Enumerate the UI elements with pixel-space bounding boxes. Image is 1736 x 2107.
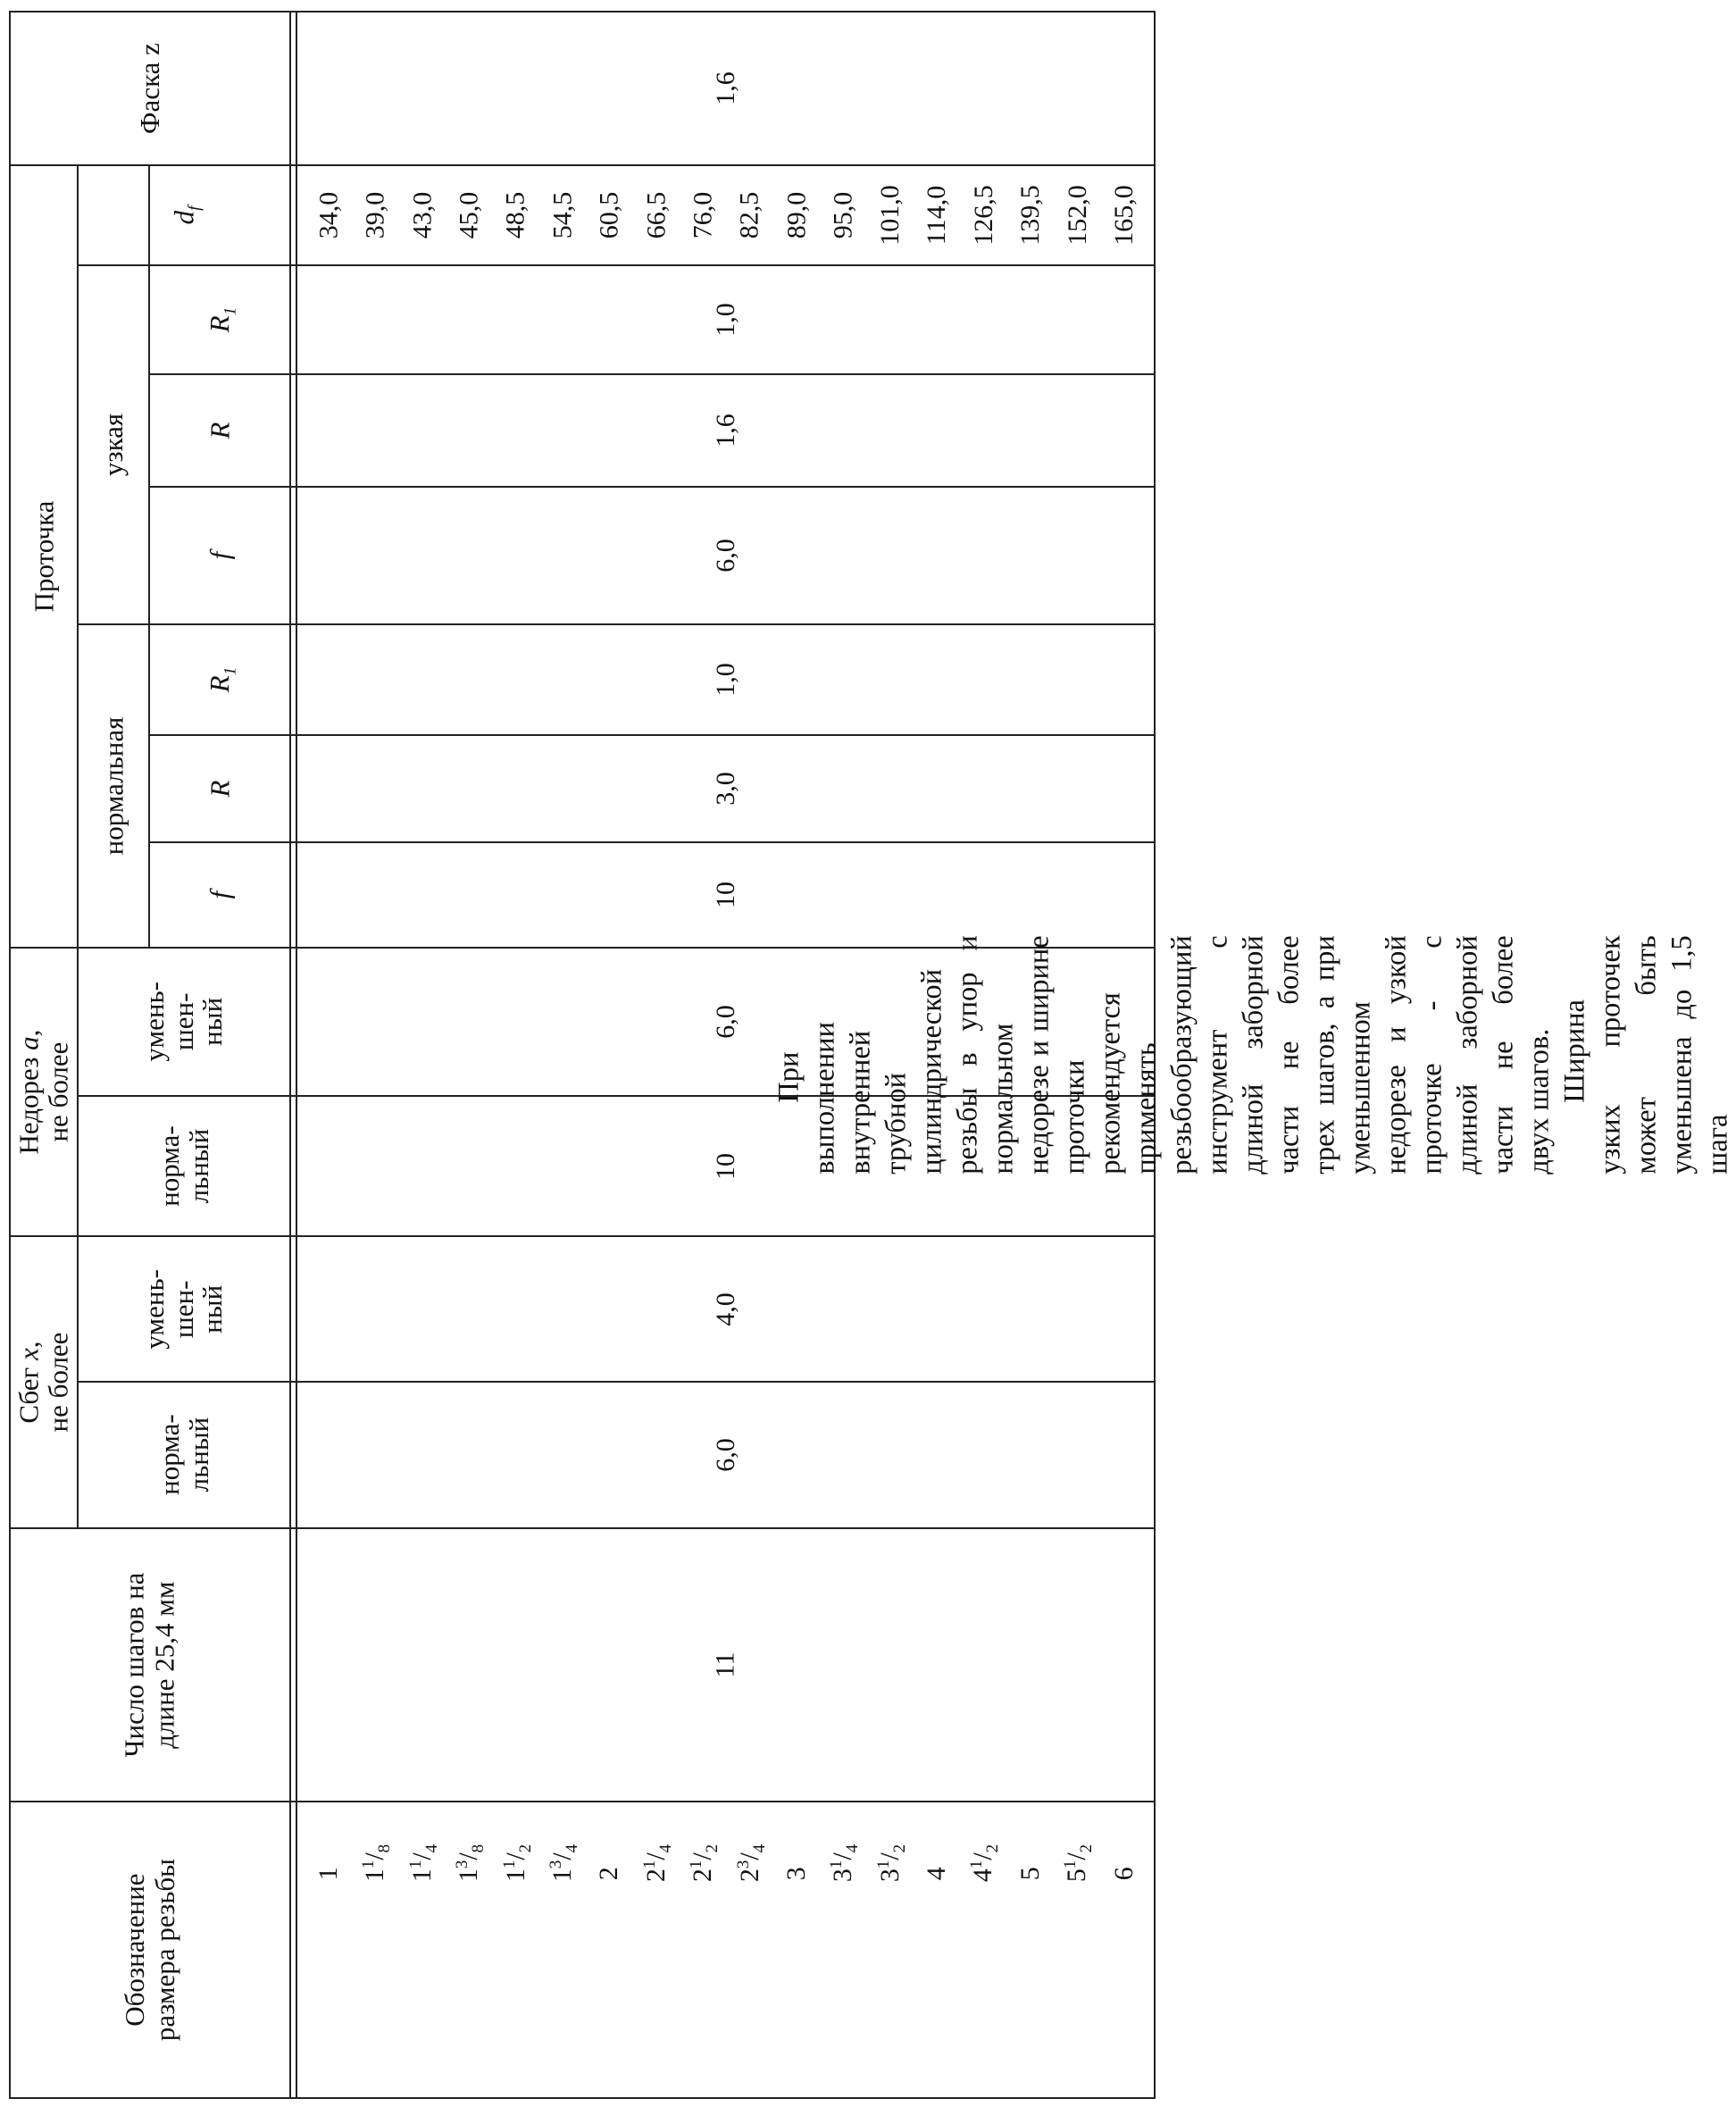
size-designation: $2^3/_4$ [733, 1844, 769, 1883]
df-value: 76,0 [688, 191, 718, 239]
value-narrow-f: 6,0 [710, 539, 740, 573]
header-narrow-f: f [204, 551, 235, 560]
value-narrow-R1: 1,0 [710, 303, 740, 337]
header-runout-normal: норма- льный [153, 1414, 213, 1496]
size-designation: 2 [594, 1867, 624, 1881]
df-value: 89,0 [781, 191, 812, 239]
header-chamfer: Фаска z [134, 43, 165, 134]
note-2: Ширина узких проточек может быть уменьшена до 1,5 шага [1559, 935, 1734, 1175]
header-normal-R1: $R_1$ [204, 666, 240, 693]
df-value: 139,5 [1015, 185, 1046, 246]
header-undercut-reduced: умень- шен- ный [138, 982, 229, 1062]
header-groove-narrow: узкая [96, 413, 129, 477]
df-value: 82,5 [734, 191, 764, 239]
df-value: 152,0 [1062, 185, 1092, 246]
header-df: $d_f$ [168, 205, 204, 225]
size-designation: 5 [1015, 1867, 1046, 1881]
size-designation: $1^3/_8$ [453, 1844, 488, 1883]
value-undercut-reduced: 6,0 [710, 1005, 740, 1039]
frame-bottom [9, 2097, 1156, 2099]
df-value: 66,5 [640, 191, 671, 239]
header-body-line-1 [289, 11, 291, 2099]
value-runout-normal: 6,0 [710, 1438, 740, 1472]
value-normal-R1: 1,0 [710, 663, 740, 697]
df-value: 95,0 [828, 191, 858, 239]
size-designation: 6 [1108, 1867, 1139, 1881]
value-undercut-normal: 10 [710, 1152, 740, 1180]
df-value: 43,0 [406, 191, 437, 239]
size-designation: $1^1/_4$ [405, 1844, 441, 1883]
df-value: 126,5 [968, 185, 998, 246]
header-narrow-R1: $R_1$ [204, 306, 240, 333]
df-value: 34,0 [313, 191, 344, 239]
size-designation: $1^1/_8$ [359, 1844, 395, 1883]
value-normal-f: 10 [710, 882, 740, 908]
header-groove: Проточка [28, 500, 60, 613]
header-normal-f: f [204, 890, 235, 899]
size-designation: $2^1/_2$ [687, 1844, 722, 1883]
note-1: При выполнении внутренней трубной цилиндрической резьбы в упор и нормальном недорезе и ширине проточки рекомендуется применять резьбообразующий инструмент с длиной заборной части не более трех шагов, а при уменьшенном недорезе и узкой проточке - с длиной заборной части не более двух шагов. [773, 935, 1556, 1175]
df-value: 48,5 [500, 191, 530, 239]
size-designation: 3 [781, 1867, 812, 1881]
df-value: 60,5 [594, 191, 624, 239]
size-designation: 1 [313, 1867, 344, 1881]
header-runout-reduced: умень- шен- ный [138, 1268, 229, 1350]
df-value: 114,0 [922, 185, 952, 246]
size-designation: 4 [922, 1867, 952, 1881]
df-value: 165,0 [1108, 185, 1139, 246]
value-pitch-count: 11 [710, 1651, 740, 1678]
df-value: 54,5 [547, 191, 578, 239]
value-narrow-R: 1,6 [710, 414, 740, 447]
df-value: 45,0 [454, 191, 484, 239]
value-runout-reduced: 4,0 [710, 1292, 740, 1326]
header-normal-R: R [204, 780, 235, 798]
header-undercut-normal: норма- льный [153, 1125, 213, 1207]
size-designation: $3^1/_4$ [827, 1844, 863, 1883]
header-undercut: Недорез a, не более [13, 1029, 73, 1155]
header-runout: Сбег x, не более [13, 1332, 74, 1433]
size-designation: $5^1/_2$ [1061, 1844, 1097, 1883]
df-value: 101,0 [874, 185, 905, 246]
size-designation: $1^1/_2$ [499, 1844, 535, 1883]
header-pitch-count: Число шагов на длине 25,4 мм [118, 1572, 180, 1758]
size-designation: $2^1/_4$ [639, 1844, 675, 1883]
size-designation: $1^3/_4$ [547, 1844, 582, 1883]
header-groove-normal: нормальная [97, 716, 129, 856]
value-chamfer: 1,6 [710, 71, 740, 105]
df-value: 39,0 [360, 191, 390, 239]
header-size: Обозначение размера резьбы [118, 1858, 180, 2042]
value-normal-R: 3,0 [710, 772, 740, 806]
size-designation: $4^1/_2$ [967, 1844, 1003, 1883]
size-designation: $3^1/_2$ [873, 1844, 909, 1883]
header-narrow-R: R [204, 422, 235, 439]
